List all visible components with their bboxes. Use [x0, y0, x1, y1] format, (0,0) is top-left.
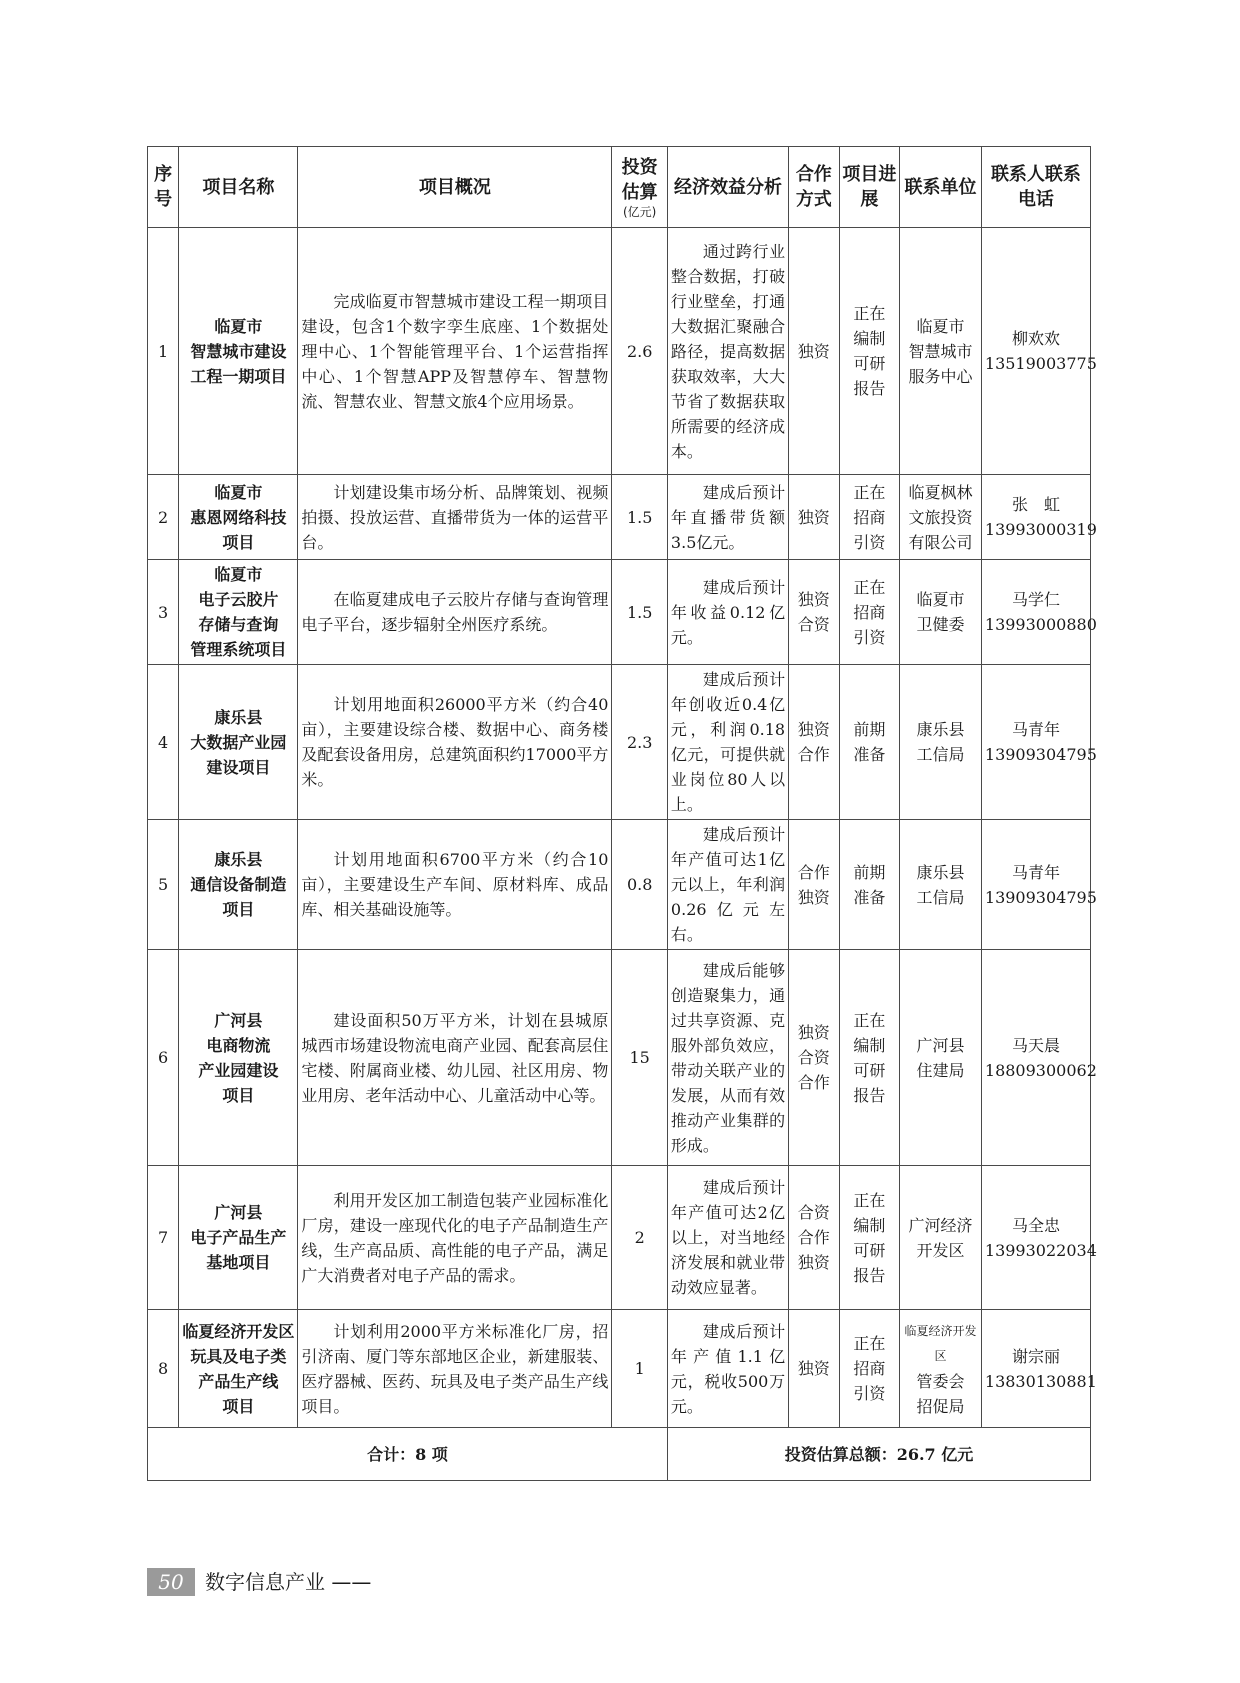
benefit-analysis: 建成后能够创造聚集力，通过共享资源、克服外部负效应，带动关联产业的发展，从而有效推动产业集群的形成。 [667, 950, 788, 1166]
unit-line: 有限公司 [908, 532, 973, 552]
header-contact-label: 联系人联系电话 [990, 164, 1081, 210]
name-line: 智慧城市建设 [190, 341, 287, 361]
project-overview: 计划用地面积26000平方米（约合40亩），主要建设综合楼、数据中心、商务楼及配套设备用房，总建筑面积约17000平方米。 [298, 665, 612, 820]
header-investment-label: 投资估算 [621, 157, 658, 203]
mode-line: 独资 [797, 720, 830, 739]
contact-person [981, 820, 1097, 950]
benefit-analysis: 建成后预计年产值可达1亿元以上，年利润0.26亿元左右。 [667, 820, 788, 950]
contact-unit [900, 228, 982, 475]
project-name [179, 228, 298, 475]
mode-line: 独资 [797, 507, 830, 527]
name-line: 建设项目 [206, 757, 271, 777]
name-line: 产业园建设 [198, 1060, 279, 1080]
contact-phone: 13519003775 [984, 354, 1097, 373]
unit-line: 文旅投资 [908, 507, 973, 527]
name-line: 广河县 [214, 1203, 263, 1222]
stage-line: 可研 [853, 1060, 886, 1080]
investment-value: 0.8 [612, 820, 668, 950]
mode-line: 合资 [797, 1203, 830, 1222]
project-overview: 在临夏建成电子云胶片存储与查询管理电子平台，逐步辐射全州医疗系统。 [298, 560, 612, 665]
contact-phone: 18809300062 [984, 1060, 1097, 1080]
header-investment-unit: (亿元) [622, 205, 657, 219]
project-overview: 建设面积50万平方米，计划在县城原城西市场建设物流电商产业园、配套高层住宅楼、附属商业楼、幼儿园、社区用房、物业用房、老年活动中心、儿童活动中心等。 [298, 950, 612, 1166]
mode-line: 独资 [797, 887, 830, 907]
stage-line: 可研 [853, 1240, 886, 1260]
name-line: 临夏市 [214, 565, 263, 584]
contact-person [981, 475, 1097, 560]
row-number: 7 [148, 1166, 179, 1310]
contact-unit [900, 950, 982, 1166]
row-number: 6 [148, 950, 179, 1166]
name-line: 临夏市 [214, 316, 263, 336]
header-no-label: 序号 [154, 164, 173, 210]
unit-line: 工信局 [916, 745, 965, 764]
contact-name: 柳欢欢 [1011, 329, 1060, 348]
project-overview: 计划建设集市场分析、品牌策划、视频拍摄、投放运营、直播带货为一体的运营平台。 [298, 475, 612, 560]
mode-line: 合作 [797, 1228, 830, 1247]
project-name [179, 560, 298, 665]
project-stage [839, 1310, 900, 1428]
contact-phone: 13909304795 [984, 887, 1097, 907]
benefit-analysis: 建成后预计年产值可达2亿以上，对当地经济发展和就业带动效应显著。 [667, 1166, 788, 1310]
benefit-analysis: 建成后预计年产值1.1亿元，税收500万元。 [667, 1310, 788, 1428]
unit-line: 广河县 [916, 1035, 965, 1055]
contact-unit [900, 820, 982, 950]
row-number: 3 [148, 560, 179, 665]
name-line: 基地项目 [206, 1253, 271, 1272]
cooperation-mode [789, 665, 839, 820]
mode-line: 合作 [797, 745, 830, 764]
stage-line: 编制 [853, 1215, 886, 1235]
stage-line: 正在 [853, 1010, 886, 1030]
header-stage [839, 147, 900, 228]
investment-value: 15 [612, 950, 668, 1166]
contact-name: 马青年 [1011, 720, 1060, 739]
stage-line: 正在 [853, 1190, 886, 1210]
header-no [148, 147, 179, 228]
name-line: 工程一期项目 [190, 366, 287, 386]
mode-line: 独资 [797, 1359, 830, 1378]
project-name [179, 1166, 298, 1310]
stage-line: 报告 [853, 1265, 886, 1285]
project-table [147, 146, 1097, 1481]
table-row [148, 820, 1091, 950]
stage-line: 正在 [853, 1334, 886, 1353]
unit-line: 康乐县 [916, 862, 965, 882]
contact-name: 马学仁 [1011, 590, 1060, 609]
unit-line: 卫健委 [916, 615, 965, 634]
cooperation-mode [789, 950, 839, 1166]
name-line: 临夏市 [214, 482, 263, 502]
project-stage [839, 560, 900, 665]
contact-person [981, 228, 1097, 475]
name-line: 电商物流 [206, 1035, 271, 1055]
row-number: 5 [148, 820, 179, 950]
project-stage [839, 228, 900, 475]
investment-value: 1.5 [612, 475, 668, 560]
table-row [148, 1310, 1091, 1428]
project-stage [839, 820, 900, 950]
benefit-analysis: 建成后预计年收益0.12亿元。 [667, 560, 788, 665]
header-name [179, 147, 298, 228]
project-stage [839, 665, 900, 820]
header-overview [298, 147, 612, 228]
name-line: 广河县 [214, 1010, 263, 1030]
mode-line: 合资 [797, 615, 830, 634]
project-stage [839, 950, 900, 1166]
stage-line: 引资 [853, 1384, 886, 1403]
cooperation-mode [789, 560, 839, 665]
stage-line: 正在 [853, 304, 886, 323]
name-line: 玩具及电子类 [190, 1346, 287, 1366]
project-overview: 计划利用2000平方米标准化厂房，招引济南、厦门等东部地区企业，新建服装、医疗器械、医药、玩具及电子类产品生产线项目。 [298, 1310, 612, 1428]
project-overview: 利用开发区加工制造包装产业园标准化厂房，建设一座现代化的电子产品制造生产线，生产高品质、高性能的电子产品，满足广大消费者对电子产品的需求。 [298, 1166, 612, 1310]
cooperation-mode [789, 228, 839, 475]
footer-section-title: 数字信息产业 —— [205, 1570, 372, 1594]
mode-line: 合资 [797, 1048, 830, 1067]
stage-line: 准备 [853, 887, 886, 907]
project-stage [839, 475, 900, 560]
project-name [179, 1310, 298, 1428]
row-number: 1 [148, 228, 179, 475]
row-number: 4 [148, 665, 179, 820]
unit-line: 临夏市 [916, 316, 965, 336]
investment-value: 1.5 [612, 560, 668, 665]
header-overview-label: 项目概况 [418, 176, 491, 198]
contact-unit [900, 1166, 982, 1310]
name-line: 康乐县 [214, 850, 263, 869]
mode-line: 独资 [797, 341, 830, 361]
table-row [148, 950, 1091, 1166]
row-number: 2 [148, 475, 179, 560]
name-line: 项目 [222, 1396, 255, 1416]
mode-line: 独资 [797, 1253, 830, 1272]
stage-line: 可研 [853, 354, 886, 373]
total-count: 合计：8 项 [148, 1428, 668, 1481]
header-name-label: 项目名称 [202, 176, 275, 198]
stage-line: 引资 [853, 532, 886, 552]
name-line: 项目 [222, 1085, 255, 1105]
table-row [148, 665, 1091, 820]
project-name [179, 820, 298, 950]
stage-line: 正在 [853, 577, 886, 597]
contact-name: 谢宗丽 [1011, 1346, 1060, 1366]
cooperation-mode [789, 1310, 839, 1428]
contact-unit [900, 475, 982, 560]
table-header-row [148, 147, 1091, 228]
row-number: 8 [148, 1310, 179, 1428]
contact-person [981, 1166, 1097, 1310]
contact-person [981, 560, 1097, 665]
name-line: 存储与查询 [198, 615, 279, 634]
header-benefit [667, 147, 788, 228]
name-line: 产品生产线 [198, 1371, 279, 1391]
stage-line: 招商 [853, 1359, 886, 1378]
unit-line: 管委会 [916, 1371, 965, 1391]
header-investment [612, 147, 668, 228]
name-line: 惠恩网络科技 [190, 507, 287, 527]
header-mode [789, 147, 839, 228]
stage-line: 前期 [853, 862, 886, 882]
stage-line: 报告 [853, 1085, 886, 1105]
cooperation-mode [789, 1166, 839, 1310]
unit-line: 开发区 [916, 1240, 965, 1260]
header-unit-label: 联系单位 [904, 176, 977, 198]
unit-line: 临夏枫林 [908, 482, 973, 502]
name-line: 通信设备制造 [190, 875, 287, 894]
name-line: 康乐县 [214, 707, 263, 727]
contact-unit [900, 1310, 982, 1428]
total-row [148, 1428, 1091, 1481]
unit-line: 临夏经济开发区 [904, 1323, 977, 1363]
name-line: 项目 [222, 532, 255, 552]
contact-name: 马全忠 [1011, 1215, 1060, 1235]
contact-person [981, 950, 1097, 1166]
contact-unit [900, 665, 982, 820]
unit-line: 康乐县 [916, 720, 965, 739]
stage-line: 编制 [853, 329, 886, 348]
benefit-analysis: 建成后预计年直播带货额3.5亿元。 [667, 475, 788, 560]
benefit-analysis: 通过跨行业整合数据，打破行业壁垒，打通大数据汇聚融合路径，提高数据获取效率，大大节省了数据获取所需要的经济成本。 [667, 228, 788, 475]
name-line: 管理系统项目 [190, 640, 287, 659]
project-overview: 计划用地面积6700平方米（约合10亩），主要建设生产车间、原材料库、成品库、相关基础设施等。 [298, 820, 612, 950]
stage-line: 招商 [853, 507, 886, 527]
contact-phone: 13993000880 [984, 615, 1097, 634]
contact-person [981, 665, 1097, 820]
unit-line: 智慧城市 [908, 341, 973, 361]
table-row [148, 475, 1091, 560]
project-overview: 完成临夏市智慧城市建设工程一期项目建设，包含1个数字孪生底座、1个数据处理中心、1个智能管理平台、1个运营指挥中心、1个智慧APP及智慧停车、智慧物流、智慧农业、智慧文旅4个应用场景。 [298, 228, 612, 475]
stage-line: 报告 [853, 379, 886, 398]
investment-value: 2 [612, 1166, 668, 1310]
header-stage-label: 项目进展 [842, 164, 897, 210]
stage-line: 前期 [853, 720, 886, 739]
table-row [148, 1166, 1091, 1310]
mode-line: 独资 [797, 590, 830, 609]
stage-line: 准备 [853, 745, 886, 764]
benefit-analysis: 建成后预计年创收近0.4亿元，利润0.18亿元，可提供就业岗位80人以上。 [667, 665, 788, 820]
investment-value: 1 [612, 1310, 668, 1428]
mode-line: 独资 [797, 1023, 830, 1042]
name-line: 临夏经济开发区 [182, 1321, 295, 1341]
contact-unit [900, 560, 982, 665]
cooperation-mode [789, 820, 839, 950]
contact-name: 马青年 [1011, 862, 1060, 882]
name-line: 大数据产业园 [190, 732, 287, 752]
unit-line: 广河经济 [908, 1215, 973, 1235]
page-number: 50 [147, 1568, 195, 1596]
unit-line: 招促局 [916, 1396, 965, 1416]
header-benefit-label: 经济效益分析 [674, 176, 782, 198]
cooperation-mode [789, 475, 839, 560]
project-name [179, 950, 298, 1166]
project-name [179, 475, 298, 560]
contact-name: 马天晨 [1011, 1035, 1060, 1055]
contact-phone: 13993022034 [984, 1240, 1097, 1260]
stage-line: 引资 [853, 627, 886, 647]
table-row [148, 560, 1091, 665]
header-mode-label: 合作方式 [795, 164, 832, 210]
header-contact [981, 147, 1090, 228]
stage-line: 正在 [853, 482, 886, 502]
project-name [179, 665, 298, 820]
unit-line: 临夏市 [916, 590, 965, 609]
investment-value: 2.6 [612, 228, 668, 475]
unit-line: 住建局 [916, 1060, 965, 1080]
contact-phone: 13993000319 [984, 520, 1097, 539]
mode-line: 合作 [797, 1073, 830, 1092]
stage-line: 招商 [853, 602, 886, 622]
header-unit [900, 147, 982, 228]
table-row [148, 228, 1091, 475]
name-line: 电子产品生产 [190, 1228, 287, 1247]
contact-person [981, 1310, 1097, 1428]
unit-line: 工信局 [916, 887, 965, 907]
project-stage [839, 1166, 900, 1310]
total-investment: 投资估算总额：26.7 亿元 [667, 1428, 1090, 1481]
contact-phone: 13830130881 [984, 1371, 1097, 1391]
contact-name: 张 虹 [1011, 495, 1060, 514]
mode-line: 合作 [797, 862, 830, 882]
stage-line: 编制 [853, 1035, 886, 1055]
unit-line: 服务中心 [908, 366, 973, 386]
investment-value: 2.3 [612, 665, 668, 820]
name-line: 电子云胶片 [198, 590, 279, 609]
name-line: 项目 [222, 900, 255, 919]
contact-phone: 13909304795 [984, 745, 1097, 764]
